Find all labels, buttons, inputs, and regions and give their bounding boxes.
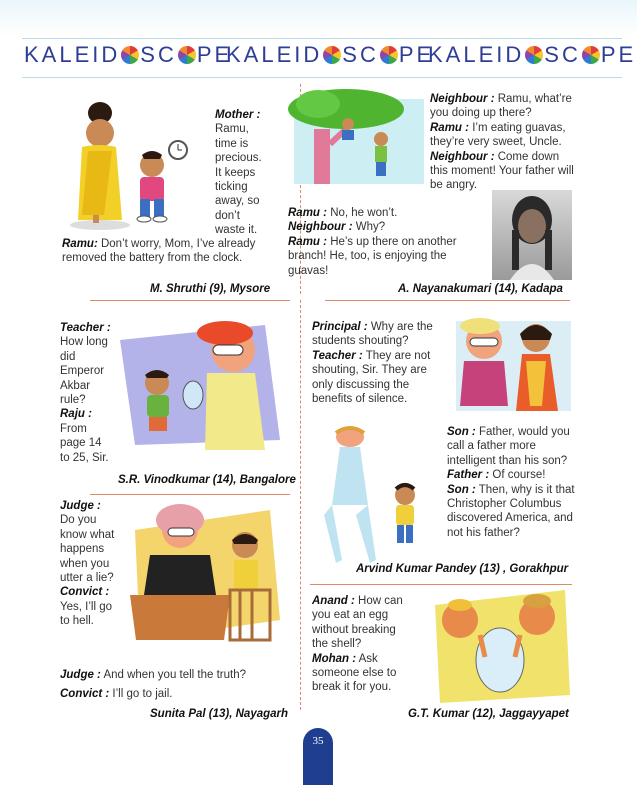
credit-egg-joke: G.T. Kumar (12), Jaggayyapet (408, 708, 569, 720)
judge-dialogue-bottom: Judge : And when you tell the truth? Convict : I’ll go to jail. (60, 669, 247, 701)
divider-h3 (90, 494, 290, 495)
neighbour-dialogue-top: Neighbour : Ramu, what’re you doing up there? Ramu : I’m eating guavas, they’re very sweet, Uncle. Neighbour : Come down this moment! Your father will be angry. (430, 93, 574, 192)
credit-son-joke: Arvind Kumar Pandey (13) , Gorakhpur (356, 563, 569, 575)
principal-teacher-illustration (446, 306, 581, 416)
flower-o-icon (582, 46, 600, 64)
header-title-3: KALEID SC PE (428, 42, 637, 67)
header-title-2: KALEID SC PE (226, 42, 435, 67)
principal-dialogue: Principal : Why are the students shouting? Teacher : They are not shouting, Sir. They are only discussing the benefits of silence. (312, 321, 433, 406)
father-son-illustration (310, 425, 435, 565)
divider-h1 (90, 300, 290, 301)
flower-o-icon (178, 46, 196, 64)
flower-o-icon (525, 46, 543, 64)
neighbour-dialogue-bottom: Ramu : No, he won’t. Neighbour : Why? Ramu : He’s up there on another branch! He, too, is enjoying the guavas! (288, 207, 457, 277)
egg-illustration (425, 585, 575, 710)
credit-neighbour-joke: A. Nayanakumari (14), Kadapa (398, 283, 563, 295)
flower-o-icon (121, 46, 139, 64)
divider-vertical-bottom (300, 300, 301, 710)
teacher-student-illustration (115, 315, 295, 465)
contributor-photo (492, 190, 572, 280)
credit-mother-joke: M. Shruthi (9), Mysore (150, 283, 271, 295)
judge-dialogue-top: Judge : Do you know what happens when you utter a lie? Convict : Yes, I’ll go to hell. (60, 500, 115, 628)
flower-o-icon (380, 46, 398, 64)
anand-mohan-dialogue: Anand : How can you eat an egg without breaking the shell? Mohan : Ask someone else to break it for you. (312, 595, 403, 694)
header-title-1: KALEID SC PE (24, 42, 233, 67)
judge-convict-illustration (120, 500, 290, 650)
son-dialogue: Son : Father, would you call a father more intelligent than his son? Father : Of course! Son : Then, why is it that Christopher Columbus discovered America, and not his father? (447, 426, 575, 539)
flower-o-icon (323, 46, 341, 64)
ramu-reply: Ramu: Don’t worry, Mom, I’ve already removed the battery from the clock. (62, 238, 256, 265)
mother-son-illustration (60, 95, 210, 235)
guava-tree-illustration (286, 84, 436, 194)
credit-judge-joke: Sunita Pal (13), Nayagarh (150, 708, 289, 720)
mother-joke-line: Mother : Ramu, time is precious. It keeps ticking away, so don’t waste it. (215, 109, 262, 237)
teacher-dialogue: Teacher : How long did Emperor Akbar rule? Raju : From page 14 to 25, Sir. (60, 322, 111, 464)
page-number: 35 (303, 728, 333, 785)
divider-h2 (325, 300, 570, 301)
header-band (0, 0, 637, 36)
credit-teacher-joke: S.R. Vinodkumar (14), Bangalore (118, 474, 296, 486)
